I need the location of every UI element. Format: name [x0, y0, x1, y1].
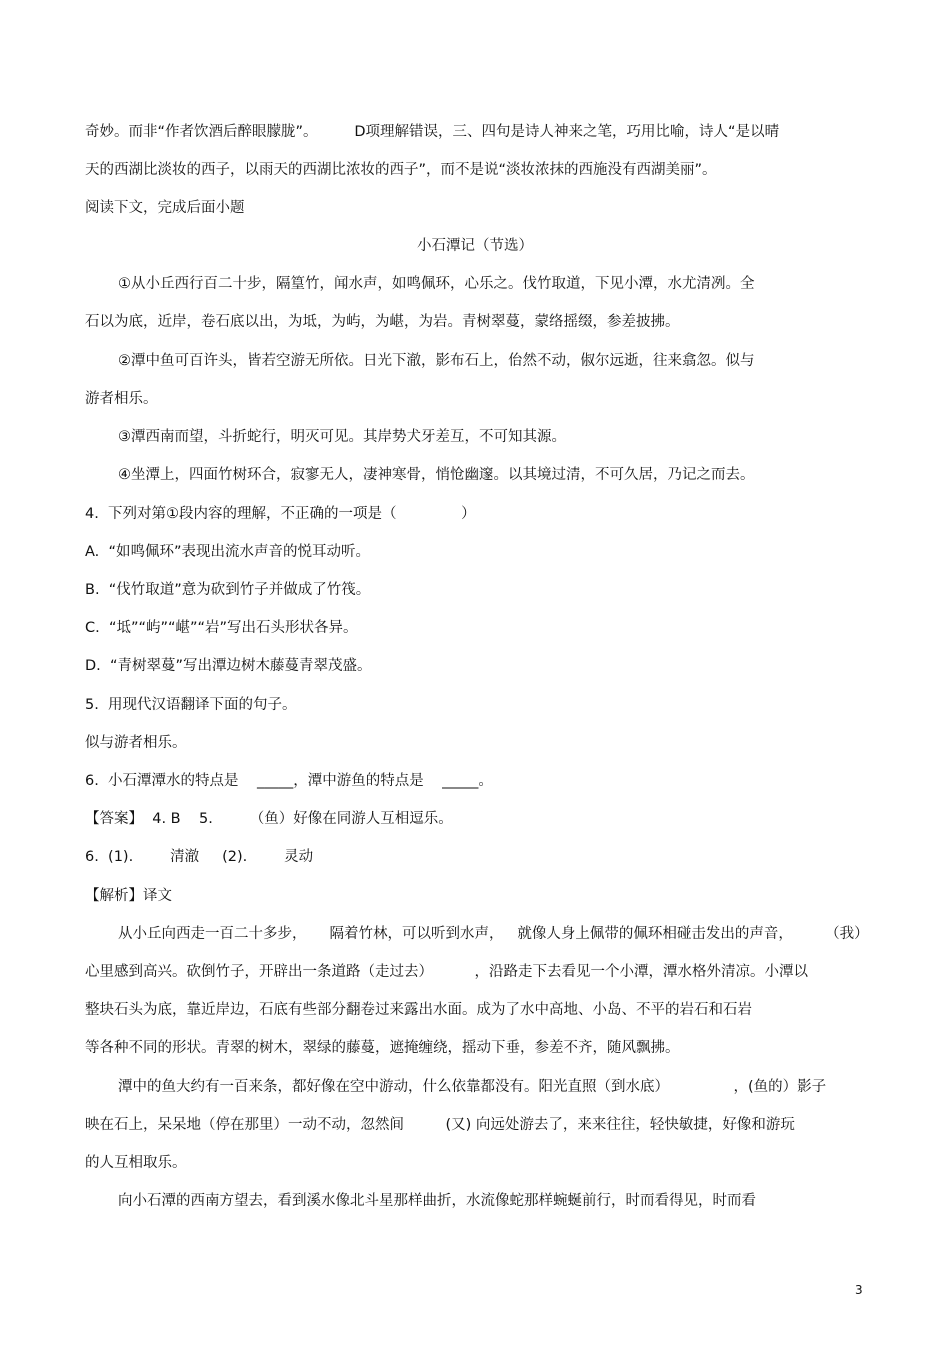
translation-line: 的人互相取乐。: [85, 1155, 187, 1171]
option-a: A. “如鸣佩环”表现出流水声音的悦耳动听。: [85, 544, 371, 560]
translation-line: 向小石潭的西南方望去，看到溪水像北斗星那样曲折，水流像蛇那样蜿蜒前行，时而看得见，时而看: [118, 1193, 756, 1209]
passage-paragraph-1: ①从小丘西行百二十步，隔篁竹，闻水声，如鸣佩环，心乐之。伐竹取道，下见小潭，水尤清冽。全: [118, 276, 755, 292]
translation-line: 心里感到高兴。砍倒竹子，开辟出一条道路（走过去） ，沿路走下去看见一个小潭，潭水格外清凉。小潭以: [85, 964, 808, 980]
translation-line: 潭中的鱼大约有一百来条，都好像在空中游动，什么依靠都没有。阳光直照（到水底） ，(鱼的）影子: [118, 1079, 827, 1095]
page-number: 3: [855, 1283, 863, 1297]
passage-title: 小石潭记（节选）: [417, 238, 533, 254]
text-line: 奇妙。而非“作者饮酒后醉眼朦胧”。 D项理解错误，三、四句是诗人神来之笔，巧用比喻，诗人“是以晴: [85, 124, 780, 140]
option-c: C. “坻”“屿”“嵁”“岩”写出石头形状各异。: [85, 620, 358, 636]
option-d: D. “青树翠蔓”写出潭边树木藤蔓青翠茂盛。: [85, 658, 372, 674]
translation-line: 映在石上，呆呆地（停在那里）一动不动，忽然间 (又) 向远处游去了，来来往往，轻快敏捷，好像和游玩: [85, 1117, 795, 1133]
analysis-heading: 【解析】译文: [85, 888, 172, 904]
passage-paragraph-1-cont: 石以为底，近岸，卷石底以出，为坻，为屿，为嵁，为岩。青树翠蔓，蒙络摇缀，参差披拂。: [85, 314, 680, 330]
translation-line: 整块石头为底，靠近岸边，石底有些部分翻卷过来露出水面。成为了水中高地、小岛、不平的岩石和石岩: [85, 1002, 752, 1018]
instruction-line: 阅读下文，完成后面小题: [85, 200, 245, 216]
passage-paragraph-3: ③潭西南而望，斗折蛇行，明灭可见。其岸势犬牙差互，不可知其源。: [118, 429, 566, 445]
question-4: 4. 下列对第①段内容的理解，不正确的一项是（ ）: [85, 506, 476, 522]
answer-line-2: 6. (1). 清澈 (2). 灵动: [85, 849, 314, 865]
answer-line: 【答案】 4. B 5. （鱼）好像在同游人互相逗乐。: [85, 811, 453, 827]
passage-paragraph-2: ②潭中鱼可百许头，皆若空游无所依。日光下澈，影布石上，佁然不动，俶尔远逝，往来翕忽。似与: [118, 353, 755, 369]
text-line: 天的西湖比淡妆的西子，以雨天的西湖比浓妆的西子”，而不是说“淡妆浓抹的西施没有西湖美丽”。: [85, 162, 717, 178]
option-b: B. “伐竹取道”意为砍到竹子并做成了竹筏。: [85, 582, 371, 598]
question-5: 5. 用现代汉语翻译下面的句子。: [85, 697, 297, 713]
passage-paragraph-2-cont: 游者相乐。: [85, 391, 158, 407]
passage-paragraph-4: ④坐潭上，四面竹树环合，寂寥无人，凄神寒骨，悄怆幽邃。以其境过清，不可久居，乃记之而去。: [118, 467, 755, 483]
question-6: 6. 小石潭潭水的特点是 _____，潭中游鱼的特点是 _____。: [85, 773, 493, 789]
translation-line: 等各种不同的形状。青翠的树木，翠绿的藤蔓，遮掩缠绕，摇动下垂，参差不齐，随风飘拂。: [85, 1040, 680, 1056]
question-5-sentence: 似与游者相乐。: [85, 735, 187, 751]
translation-line: 从小丘向西走一百二十多步， 隔着竹林，可以听到水声， 就像人身上佩带的佩环相碰击发出的声音， （我）: [118, 926, 869, 942]
